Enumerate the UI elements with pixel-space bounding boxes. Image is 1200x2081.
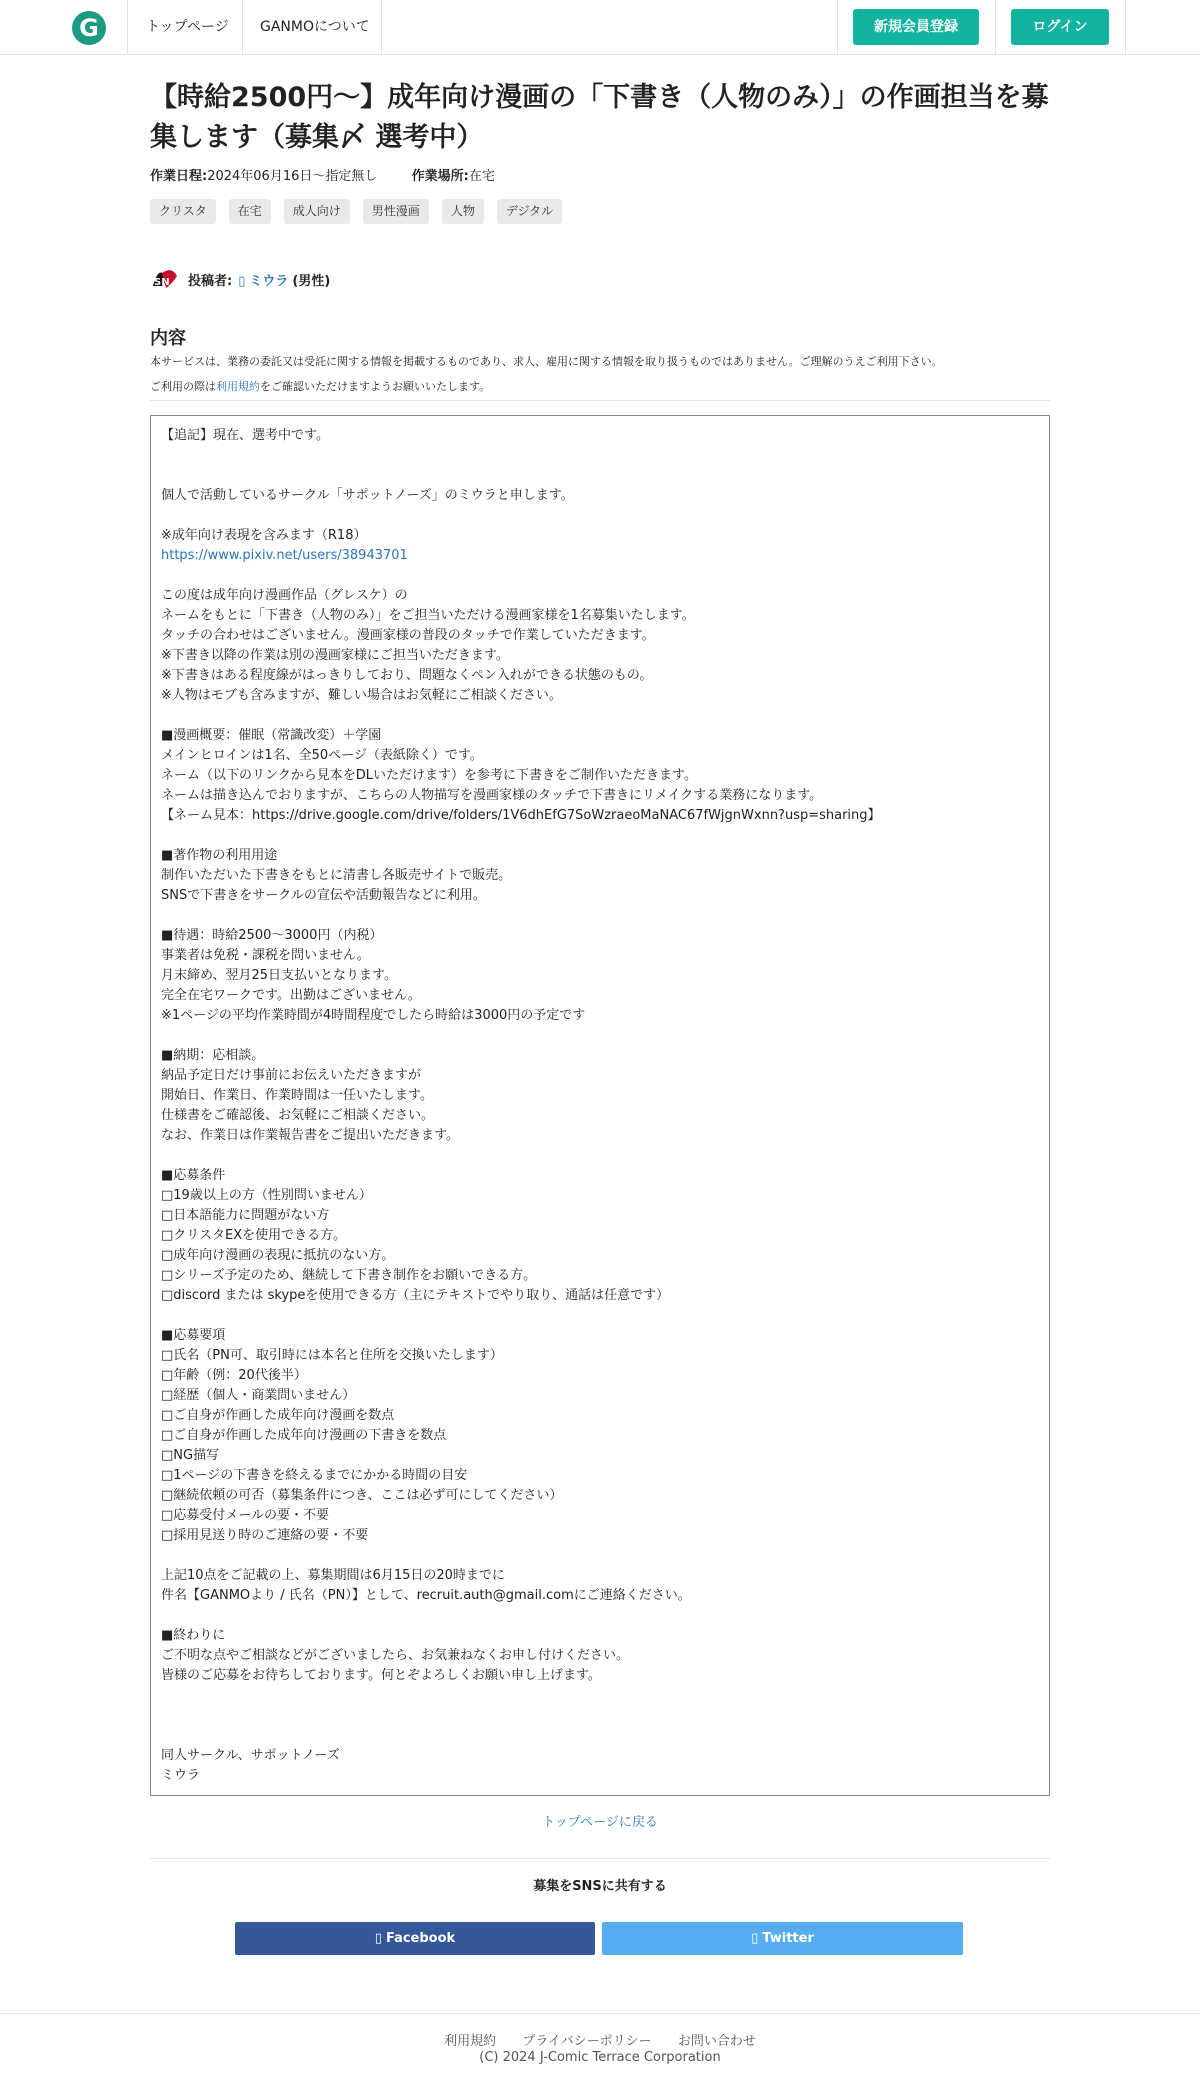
description-line: ご不明な点やご相談などがございましたら、お気兼ねなくお申し付けください。 <box>161 1648 630 1663</box>
terms-link[interactable]: 利用規約 <box>216 380 260 393</box>
service-notice: 本サービスは、業務の委託又は受託に関する情報を掲載するものであり、求人、雇用に関する情報を取り扱うものではありません。ご理解のうえご利用下さい。 <box>150 355 943 368</box>
schedule-label: 作業日程: <box>150 169 208 184</box>
description-line: 仕様書をご確認後、お気軽にご相談ください。 <box>161 1108 435 1123</box>
description-line: ■漫画概要：催眠（常識改変）＋学園 <box>161 728 382 743</box>
terms-notice: ご利用の際は利用規約をご確認いただけますようお願いいたします。 <box>150 380 491 393</box>
copyright: (C) 2024 J-Comic Terrace Corporation <box>479 2050 721 2065</box>
description-line: □日本語能力に問題がない方 <box>161 1208 330 1223</box>
tag[interactable]: 在宅 <box>229 199 271 224</box>
description-line: この度は成年向け漫画作品（グレスケ）の <box>161 588 408 603</box>
description-line <box>161 826 1039 846</box>
description-line: 【ネーム見本：https://drive.google.com/drive/folders/1V6dhEfG7SoWzraeoMaNAC67fWjgnWxnn?usp=sharing】 <box>161 808 881 823</box>
description-line: □氏名（PN可、取引時には本名と住所を交換いたします） <box>161 1348 503 1363</box>
tag[interactable]: デジタル <box>497 199 562 224</box>
description-line: □1ページの下書きを終えるまでにかかる時間の目安 <box>161 1468 468 1483</box>
description-line: ネームは描き込んでおりますが、こちらの人物描写を漫画家様のタッチで下書きにリメイクする業務になります。 <box>161 788 823 803</box>
description-line: ※人物はモブも含みますが、難しい場合はお気軽にご相談ください。 <box>161 688 562 703</box>
header-divider <box>127 0 128 55</box>
description-line <box>161 906 1039 926</box>
header-divider <box>995 0 996 55</box>
description-line: なお、作業日は作業報告書をご提出いただきます。 <box>161 1128 459 1143</box>
description-line <box>161 566 1039 586</box>
description-line: 同人サークル、サポットノーズ <box>161 1748 340 1763</box>
site-header <box>0 0 1200 55</box>
content-heading: 内容 <box>150 328 186 349</box>
facebook-icon: ▯ <box>374 1931 382 1946</box>
nav-about-ganmo[interactable]: GANMOについて <box>260 19 370 35</box>
ganmo-logo[interactable]: G <box>72 11 106 45</box>
footer-contact-link[interactable]: お問い合わせ <box>677 2034 756 2049</box>
footer-links <box>0 2030 1200 2049</box>
poster-gender: (男性) <box>292 273 331 289</box>
tag[interactable]: 男性漫画 <box>363 199 429 224</box>
description-line: ■応募要項 <box>161 1328 226 1343</box>
job-description-box <box>150 415 1050 1796</box>
header-divider <box>242 0 243 55</box>
poster-info <box>150 264 330 294</box>
back-to-top-link[interactable]: トップページに戻る <box>542 1815 658 1830</box>
description-line <box>161 1606 1039 1626</box>
schedule-value: 2024年06月16日〜指定無し <box>207 169 378 184</box>
login-button[interactable]: ログイン <box>1011 9 1109 45</box>
description-line <box>161 1706 1039 1726</box>
description-line: メインヒロインは1名、全50ページ（表紙除く）です。 <box>161 748 483 763</box>
twitter-icon: ▯ <box>751 1931 759 1946</box>
description-line: ※成年向け表現を含みます（R18） <box>161 528 367 543</box>
description-line <box>161 1026 1039 1046</box>
svg-text:SN: SN <box>154 277 170 288</box>
description-line: ※下書き以降の作業は別の漫画家様にご担当いただきます。 <box>161 648 509 663</box>
tag[interactable]: クリスタ <box>150 199 216 224</box>
description-line <box>161 1146 1039 1166</box>
description-line <box>161 446 1039 466</box>
tag-list <box>150 199 562 224</box>
description-line: 個人で活動しているサークル「サポットノーズ」のミウラと申します。 <box>161 488 574 503</box>
description-line: ※1ページの平均作業時間が4時間程度でしたら時給は3000円の予定です <box>161 1008 586 1023</box>
description-line: 【追記】現在、選考中です。 <box>161 428 329 443</box>
description-line: □継続依頼の可否（募集条件につき、ここは必ず可にしてください） <box>161 1488 563 1503</box>
share-title: 募集をSNSに共有する <box>533 1879 667 1894</box>
header-divider <box>1125 0 1126 55</box>
description-line: □ご自身が作画した成年向け漫画の下書きを数点 <box>161 1428 447 1443</box>
description-line <box>161 706 1039 726</box>
description-line: 完全在宅ワークです。出勤はございません。 <box>161 988 421 1003</box>
job-title: 【時給2500円〜】成年向け漫画の「下書き（人物のみ）」の作画担当を募集します（募集〆 選考中） <box>150 82 1049 153</box>
description-line: □応募受付メールの要・不要 <box>161 1508 330 1523</box>
description-line: ■著作物の利用用途 <box>161 848 278 863</box>
description-line <box>161 1306 1039 1326</box>
poster-name[interactable]: ▯ ミウラ <box>238 273 289 289</box>
description-line: ■応募条件 <box>161 1168 226 1183</box>
footer-terms-link[interactable]: 利用規約 <box>444 2034 497 2049</box>
description-line: ネームをもとに「下書き（人物のみ）」をご担当いただける漫画家様を1名募集いたします。 <box>161 608 695 623</box>
description-line: □NG描写 <box>161 1448 220 1463</box>
facebook-share-button[interactable]: ▯ Facebook <box>235 1922 595 1955</box>
tag[interactable]: 成人向け <box>284 199 350 224</box>
description-line: 事業者は免税・課税を問いません。 <box>161 948 370 963</box>
job-meta <box>150 165 495 184</box>
description-line <box>161 1546 1039 1566</box>
twitter-share-button[interactable]: ▯ Twitter <box>602 1922 963 1955</box>
description-line: □年齢（例：20代後半） <box>161 1368 307 1383</box>
description-line: □経歴（個人・商業問いません） <box>161 1388 356 1403</box>
description-line: 上記10点をご記載の上、募集期間は6月15日の20時までに <box>161 1568 505 1583</box>
description-line: 開始日、作業日、作業時間は一任いたします。 <box>161 1088 433 1103</box>
nav-top-page[interactable]: トップページ <box>146 19 229 35</box>
user-icon: ▯ <box>238 273 246 289</box>
description-line: ※下書きはある程度線がはっきりしており、問題なくペン入れができる状態のもの。 <box>161 668 653 683</box>
description-line: 月末締め、翌月25日支払いとなります。 <box>161 968 397 983</box>
description-line: 納品予定日だけ事前にお伝えいただきますが <box>161 1068 422 1083</box>
description-line: □19歳以上の方（性別問いません） <box>161 1188 372 1203</box>
description-line: □ご自身が作画した成年向け漫画を数点 <box>161 1408 395 1423</box>
place-value: 在宅 <box>468 169 495 184</box>
divider <box>150 1858 1050 1859</box>
description-line: ネーム（以下のリンクから見本をDLいただけます）を参考に下書きをご制作いただきます。 <box>161 768 697 783</box>
description-line: 件名【GANMOより / 氏名（PN）】として、recruit.auth@gmail.comにご連絡ください。 <box>161 1588 691 1603</box>
description-line: ■待遇：時給2500～3000円（内税） <box>161 928 383 943</box>
description-line[interactable]: https://www.pixiv.net/users/38943701 <box>161 548 408 563</box>
divider <box>150 400 1050 401</box>
register-button[interactable]: 新規会員登録 <box>853 9 979 45</box>
header-divider <box>381 0 382 55</box>
poster-label: 投稿者: <box>188 273 233 289</box>
description-line: ■終わりに <box>161 1628 226 1643</box>
description-line <box>161 466 1039 486</box>
description-line <box>161 506 1039 526</box>
description-line: ミウラ <box>161 1768 201 1783</box>
description-line: □クリスタEXを使用できる方。 <box>161 1228 347 1243</box>
description-line <box>161 1686 1039 1706</box>
tag[interactable]: 人物 <box>442 199 484 224</box>
description-line: タッチの合わせはございません。漫画家様の普段のタッチで作業していただきます。 <box>161 628 655 643</box>
description-line: □成年向け漫画の表現に抵抗のない方。 <box>161 1248 395 1263</box>
description-line: ■納期：応相談。 <box>161 1048 265 1063</box>
description-line: □採用見送り時のご連絡の要・不要 <box>161 1528 369 1543</box>
place-label: 作業場所: <box>411 169 469 184</box>
description-line: SNSで下書きをサークルの宣伝や活動報告などに利用。 <box>161 888 486 903</box>
description-line: 皆様のご応募をお待ちしております。何とぞよろしくお願い申し上げます。 <box>161 1668 601 1683</box>
footer-divider <box>0 2013 1200 2014</box>
description-line: □discord または skypeを使用できる方（主にテキストでやり取り、通話は任意です） <box>161 1288 670 1303</box>
description-line: 制作いただいた下書きをもとに清書し各販売サイトで販売。 <box>161 868 512 883</box>
description-line <box>161 1726 1039 1746</box>
header-divider <box>837 0 838 55</box>
footer-privacy-link[interactable]: プライバシーポリシー <box>522 2034 652 2049</box>
avatar[interactable] <box>150 264 180 294</box>
description-line: □シリーズ予定のため、継続して下書き制作をお願いできる方。 <box>161 1268 537 1283</box>
